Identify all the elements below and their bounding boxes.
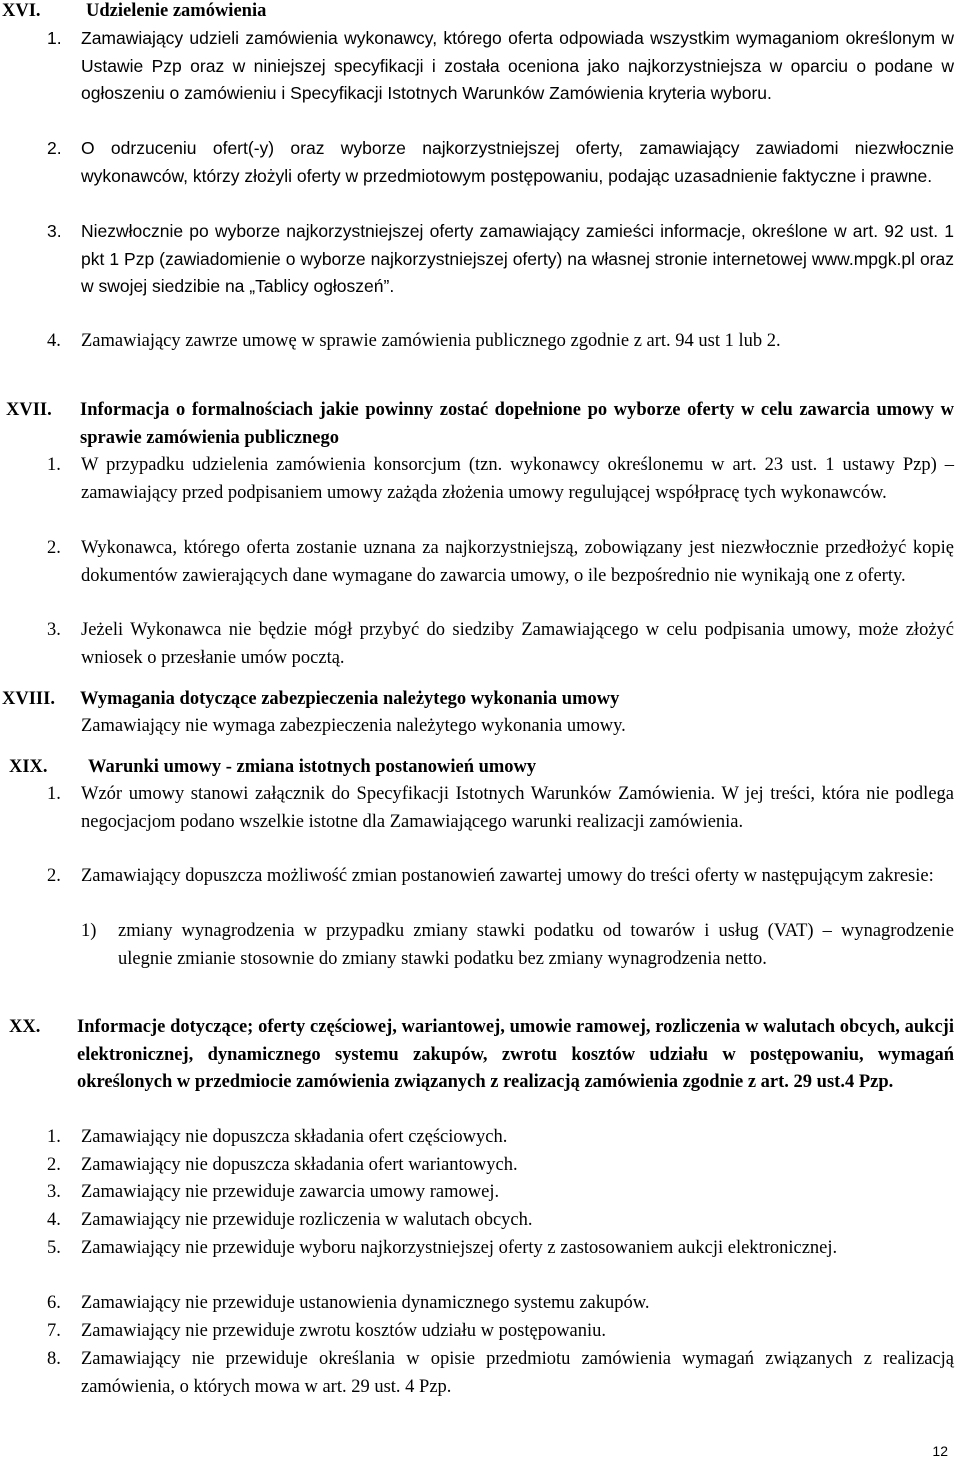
item-number: 3. — [47, 1182, 61, 1202]
section-heading-xvii — [0, 397, 954, 452]
item-text: W przypadku udzielenia zamówienia konsorcjum (tzn. wykonawcy określonemu w art. 23 ust. 1 ustawy Pzp) – zamawiający przed podpisaniem umowy zażąda złożenia umowy regulującej współpracę tych wykonawców. — [81, 455, 954, 503]
section-number: XX. — [9, 1017, 41, 1037]
section-title: Udzielenie zamówienia — [86, 1, 267, 21]
item-number: 7. — [47, 1321, 61, 1341]
sub-item — [0, 918, 954, 973]
list-item — [0, 328, 954, 356]
list-item — [0, 1124, 954, 1152]
item-text: Zamawiający udzieli zamówienia wykonawcy, którego oferta odpowiada wszystkim wymaganiom określonym w Ustawie Pzp oraz w niniejszej specyfikacji i została oceniona jako najkorzystniejsza w oparciu o podane w ogłoszeniu o zamówieniu i Specyfikacji Istotnych Warunków Zamówienia kryteria wyboru. — [81, 28, 954, 103]
list-item — [0, 1152, 954, 1180]
section-number: XVII. — [6, 400, 52, 420]
item-number: 8. — [47, 1349, 61, 1369]
list-item — [0, 1235, 954, 1263]
item-number: 2. — [47, 138, 62, 158]
section-title: Informacje dotyczące; oferty częściowej, wariantowej, umowie ramowej, rozliczenia w walutach obcych, aukcji elektronicznej, dynamicznego systemu zakupów, zwrotu kosztów udziału w postępowaniu, wymagań określonych w przedmiocie zamówienia związanych z realizacją zamówienia zgodnie z art. 29 ust.4 Pzp. — [77, 1017, 954, 1092]
item-number: 4. — [47, 1210, 61, 1230]
list-item — [0, 1207, 954, 1235]
item-number: 1. — [47, 28, 62, 48]
item-number: 1. — [47, 784, 61, 804]
item-text: Zamawiający dopuszcza możliwość zmian postanowień zawartej umowy do treści oferty w następującym zakresie: — [81, 866, 934, 886]
item-text: Wykonawca, którego oferta zostanie uznana za najkorzystniejszą, zobowiązany jest niezwłocznie przedłożyć kopię dokumentów zawierających dane wymagane do zawarcia umowy, o ile bezpośrednio nie wynikają one z oferty. — [81, 538, 954, 586]
item-text: Zamawiający zawrze umowę w sprawie zamówienia publicznego zgodnie z art. 94 ust 1 lub 2. — [81, 331, 781, 351]
page-number: 12 — [932, 1442, 948, 1459]
sub-item-number: 1) — [81, 921, 97, 941]
list-item — [0, 135, 954, 190]
list-item — [0, 1346, 954, 1401]
section-title: Warunki umowy - zmiana istotnych postanowień umowy — [88, 757, 537, 777]
section-heading-xvi — [0, 0, 954, 26]
section-heading-xx — [0, 1014, 954, 1097]
sub-item-text: zmiany wynagrodzenia w przypadku zmiany stawki podatku od towarów i usług (VAT) – wynagrodzenie ulegnie zmianie stosownie do zmiany stawki podatku bez zmiany wynagrodzenia netto. — [118, 921, 954, 969]
list-item — [0, 1179, 954, 1207]
item-text: Zamawiający nie przewiduje rozliczenia w walutach obcych. — [81, 1210, 533, 1230]
section-number: XVIII. — [2, 689, 55, 709]
list-item — [0, 25, 954, 108]
item-text: Zamawiający nie dopuszcza składania ofert wariantowych. — [81, 1155, 518, 1175]
item-number: 3. — [47, 221, 62, 241]
item-text: Zamawiający nie przewiduje określania w opisie przedmiotu zamówienia wymagań związanych z realizacją zamówienia, o których mowa w art. 29 ust. 4 Pzp. — [81, 1349, 954, 1397]
item-text: Zamawiający nie przewiduje zawarcia umowy ramowej. — [81, 1182, 500, 1202]
list-item — [0, 863, 954, 891]
item-number: 2. — [47, 866, 61, 886]
item-text: O odrzuceniu ofert(-y) oraz wyborze najkorzystniejszej oferty, zamawiający zawiadomi niezwłocznie wykonawców, którzy złożyli oferty w przedmiotowym postępowaniu, podając uzasadnienie faktyczne i prawne. — [81, 138, 954, 186]
item-number: 2. — [47, 1155, 61, 1175]
item-number: 1. — [47, 1127, 61, 1147]
list-item — [0, 781, 954, 836]
section-heading-xix — [0, 754, 954, 782]
list-item — [0, 535, 954, 590]
item-number: 1. — [47, 455, 61, 475]
item-text: Zamawiający nie dopuszcza składania ofert częściowych. — [81, 1127, 508, 1147]
list-item — [0, 1318, 954, 1346]
section-title: Informacja o formalnościach jakie powinny zostać dopełnione po wyborze oferty w celu zawarcia umowy w sprawie zamówienia publicznego — [80, 400, 954, 448]
item-number: 6. — [47, 1293, 61, 1313]
item-text: Jeżeli Wykonawca nie będzie mógł przybyć do siedziby Zamawiającego w celu podpisania umowy, może złożyć wniosek o przesłanie umów pocztą. — [81, 620, 954, 668]
section-body: Zamawiający nie wymaga zabezpieczenia należytego wykonania umowy. — [81, 716, 626, 736]
item-text: Zamawiający nie przewiduje wyboru najkorzystniejszej oferty z zastosowaniem aukcji elektronicznej. — [81, 1238, 838, 1258]
section-number: XVI. — [2, 1, 41, 21]
item-number: 5. — [47, 1238, 61, 1258]
item-text: Zamawiający nie przewiduje ustanowienia dynamicznego systemu zakupów. — [81, 1293, 650, 1313]
item-number: 3. — [47, 620, 61, 640]
item-text: Niezwłocznie po wyborze najkorzystniejszej oferty zamawiający zamieści informacje, określone w art. 92 ust. 1 pkt 1 Pzp (zawiadomienie o wyborze najkorzystniejszej oferty) na własnej stronie internetowej www.mpgk.pl oraz w swojej siedzibie na „Tablicy ogłoszeń”. — [81, 221, 954, 296]
list-item — [0, 218, 954, 301]
list-item — [0, 1290, 954, 1318]
item-number: 2. — [47, 538, 61, 558]
list-item — [0, 617, 954, 672]
item-text: Wzór umowy stanowi załącznik do Specyfikacji Istotnych Warunków Zamówienia. W jej treści, która nie podlega negocjacjom podano wszelkie istotne dla Zamawiającego warunki realizacji zamówienia. — [81, 784, 954, 832]
section-heading-xviii — [0, 686, 954, 714]
list-item — [0, 452, 954, 507]
item-number: 4. — [47, 331, 61, 351]
section-title: Wymagania dotyczące zabezpieczenia należytego wykonania umowy — [80, 689, 620, 709]
section-number: XIX. — [9, 757, 48, 777]
item-text: Zamawiający nie przewiduje zwrotu kosztów udziału w postępowaniu. — [81, 1321, 607, 1341]
